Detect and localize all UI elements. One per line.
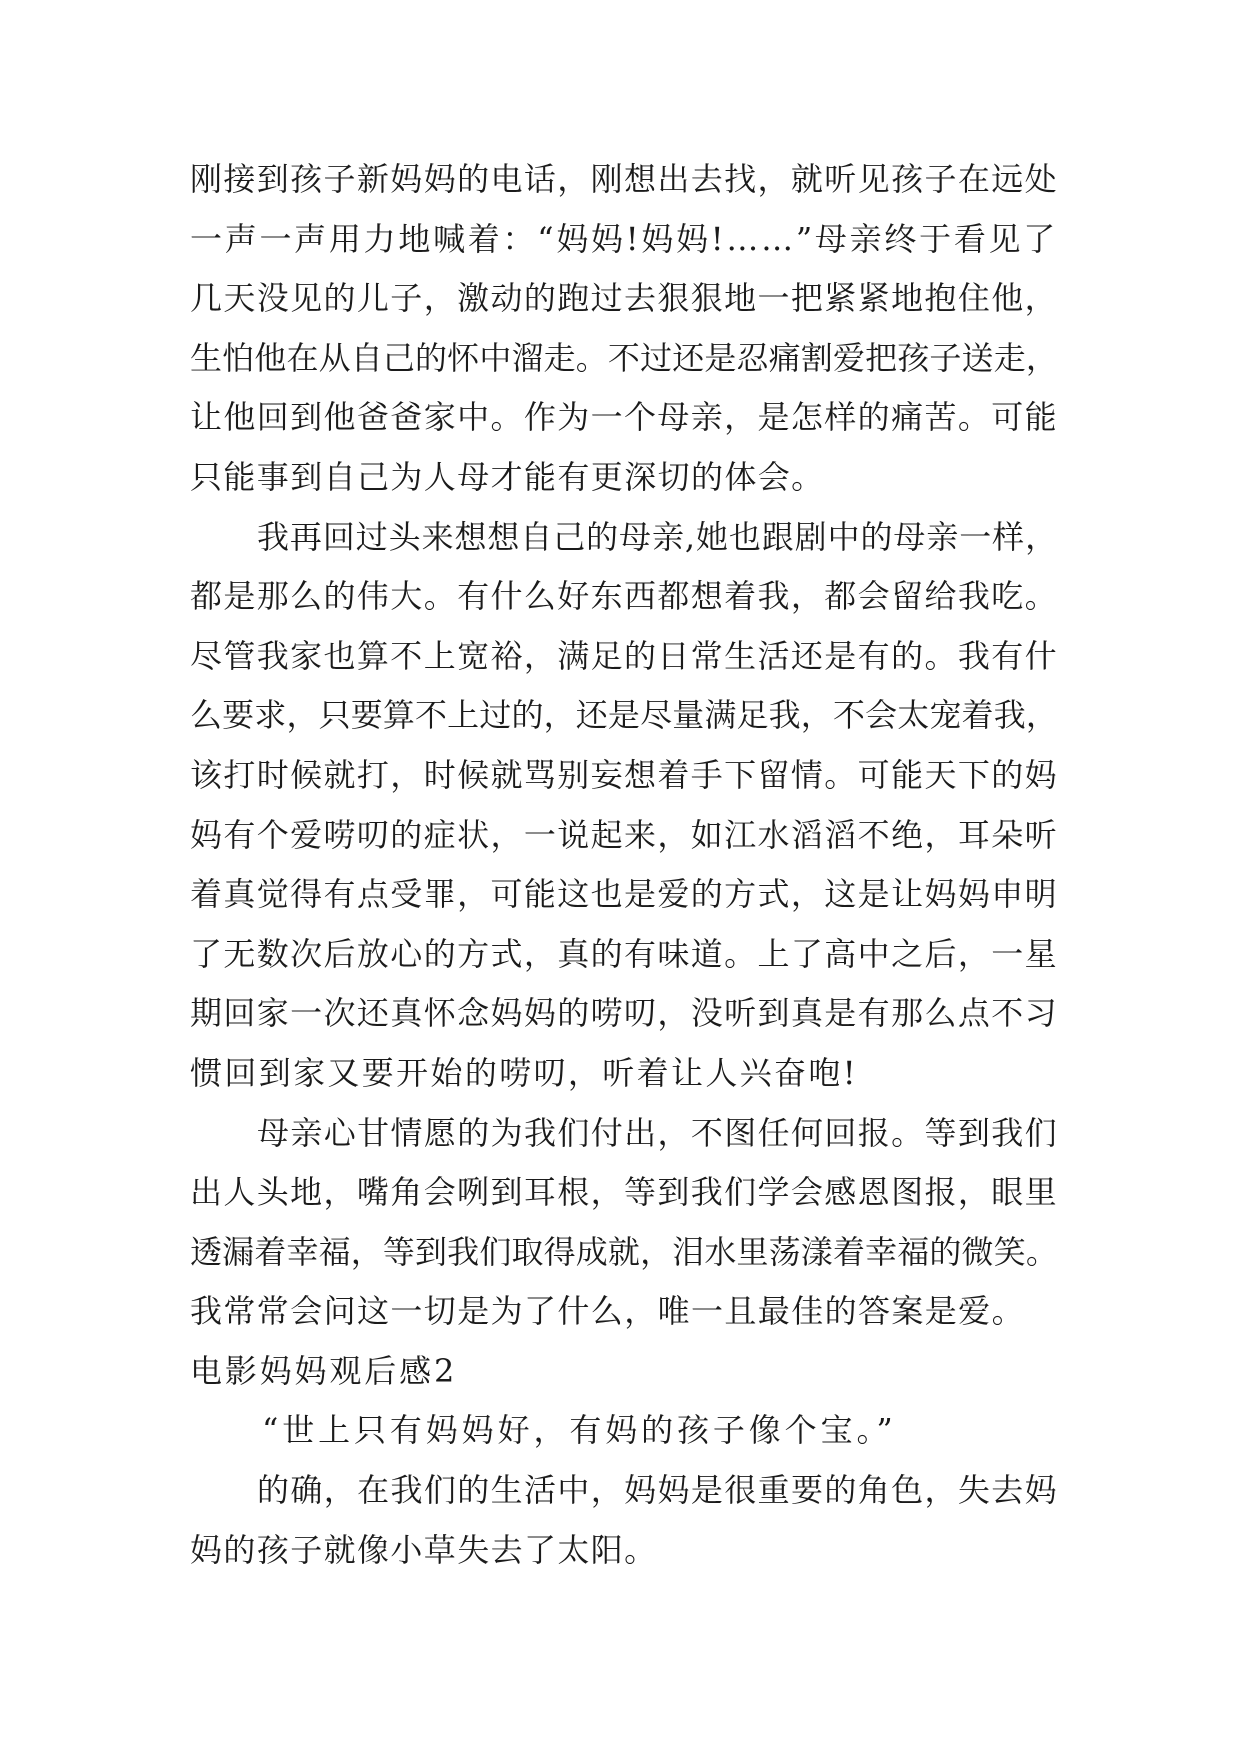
text-line bbox=[190, 210, 1058, 270]
paragraph bbox=[190, 508, 1058, 1104]
text-line bbox=[190, 865, 1058, 925]
line-text: 让他回到他爸爸家中。作为一个母亲，是怎样的痛苦。可能 bbox=[190, 398, 1058, 437]
paragraph bbox=[190, 1401, 1058, 1461]
text-line bbox=[190, 925, 1058, 985]
line-text: 惯回到家又要开始的唠叨，听着让人兴奋咆! bbox=[190, 1053, 858, 1092]
text-line bbox=[190, 806, 1058, 866]
text-line bbox=[190, 1223, 1058, 1283]
line-text: 刚接到孩子新妈妈的电话，刚想出去找，就听见孩子在远处 bbox=[190, 160, 1058, 198]
text-line bbox=[190, 686, 1058, 746]
text-line bbox=[190, 1044, 1058, 1104]
line-text: 妈有个爱唠叨的症状，一说起来，如江水滔滔不绝，耳朵听 bbox=[190, 815, 1058, 854]
line-text: 么要求，只要算不上过的，还是尽量满足我，不会太宠着我， bbox=[190, 696, 1058, 735]
text-line bbox=[190, 1461, 1058, 1521]
text-line bbox=[190, 508, 1058, 568]
section-heading-text: 电影妈妈观后感2 bbox=[190, 1351, 458, 1390]
text-line bbox=[190, 269, 1058, 329]
line-text: 妈的孩子就像小草失去了太阳。 bbox=[190, 1530, 658, 1569]
paragraph bbox=[190, 1461, 1058, 1580]
line-text: 一声一声用力地喊着：“妈妈!妈妈!……”母亲终于看见了 bbox=[190, 219, 1058, 258]
line-text: 尽管我家也算不上宽裕，满足的日常生活还是有的。我有什 bbox=[190, 636, 1058, 675]
line-text: 只能事到自己为人母才能有更深切的体会。 bbox=[190, 457, 825, 496]
line-text: 出人头地，嘴角会咧到耳根，等到我们学会感恩图报，眼里 bbox=[190, 1173, 1058, 1212]
text-line bbox=[190, 150, 1058, 210]
line-text: 的确，在我们的生活中，妈妈是很重要的角色，失去妈 bbox=[257, 1471, 1058, 1510]
section-heading bbox=[190, 1342, 1058, 1402]
line-text: 我再回过头来想想自己的母亲,她也跟剧中的母亲一样， bbox=[257, 517, 1058, 556]
text-line bbox=[190, 1104, 1058, 1164]
line-text: 生怕他在从自己的怀中溜走。不过还是忍痛割爱把孩子送走， bbox=[190, 338, 1058, 377]
text-line bbox=[190, 1521, 1058, 1581]
paragraph bbox=[190, 150, 1058, 508]
paragraph bbox=[190, 1104, 1058, 1342]
line-text: 期回家一次还真怀念妈妈的唠叨，没听到真是有那么点不习 bbox=[190, 994, 1058, 1033]
text-line bbox=[190, 448, 1058, 508]
text-line bbox=[190, 567, 1058, 627]
quote-line bbox=[190, 1401, 1058, 1461]
document-body bbox=[190, 150, 1058, 1580]
line-text: 都是那么的伟大。有什么好东西都想着我，都会留给我吃。 bbox=[190, 577, 1058, 616]
text-line bbox=[190, 627, 1058, 687]
line-text: “世上只有妈妈好，有妈的孩子像个宝。” bbox=[262, 1411, 897, 1450]
line-text: 了无数次后放心的方式，真的有味道。上了高中之后，一星 bbox=[190, 934, 1058, 973]
line-text: 该打时候就打，时候就骂别妄想着手下留情。可能天下的妈 bbox=[190, 755, 1058, 794]
text-line bbox=[190, 1282, 1058, 1342]
line-text: 我常常会问这一切是为了什么，唯一且最佳的答案是爱。 bbox=[190, 1292, 1025, 1331]
line-text: 着真觉得有点受罪，可能这也是爱的方式，这是让妈妈申明 bbox=[190, 875, 1058, 914]
line-text: 透漏着幸福，等到我们取得成就，泪水里荡漾着幸福的微笑。 bbox=[190, 1232, 1058, 1271]
line-text: 几天没见的儿子，激动的跑过去狠狠地一把紧紧地抱住他， bbox=[190, 279, 1058, 318]
text-line bbox=[190, 984, 1058, 1044]
text-line bbox=[190, 388, 1058, 448]
line-text: 母亲心甘情愿的为我们付出，不图任何回报。等到我们 bbox=[257, 1113, 1058, 1152]
text-line bbox=[190, 746, 1058, 806]
text-line bbox=[190, 1163, 1058, 1223]
text-line bbox=[190, 329, 1058, 389]
